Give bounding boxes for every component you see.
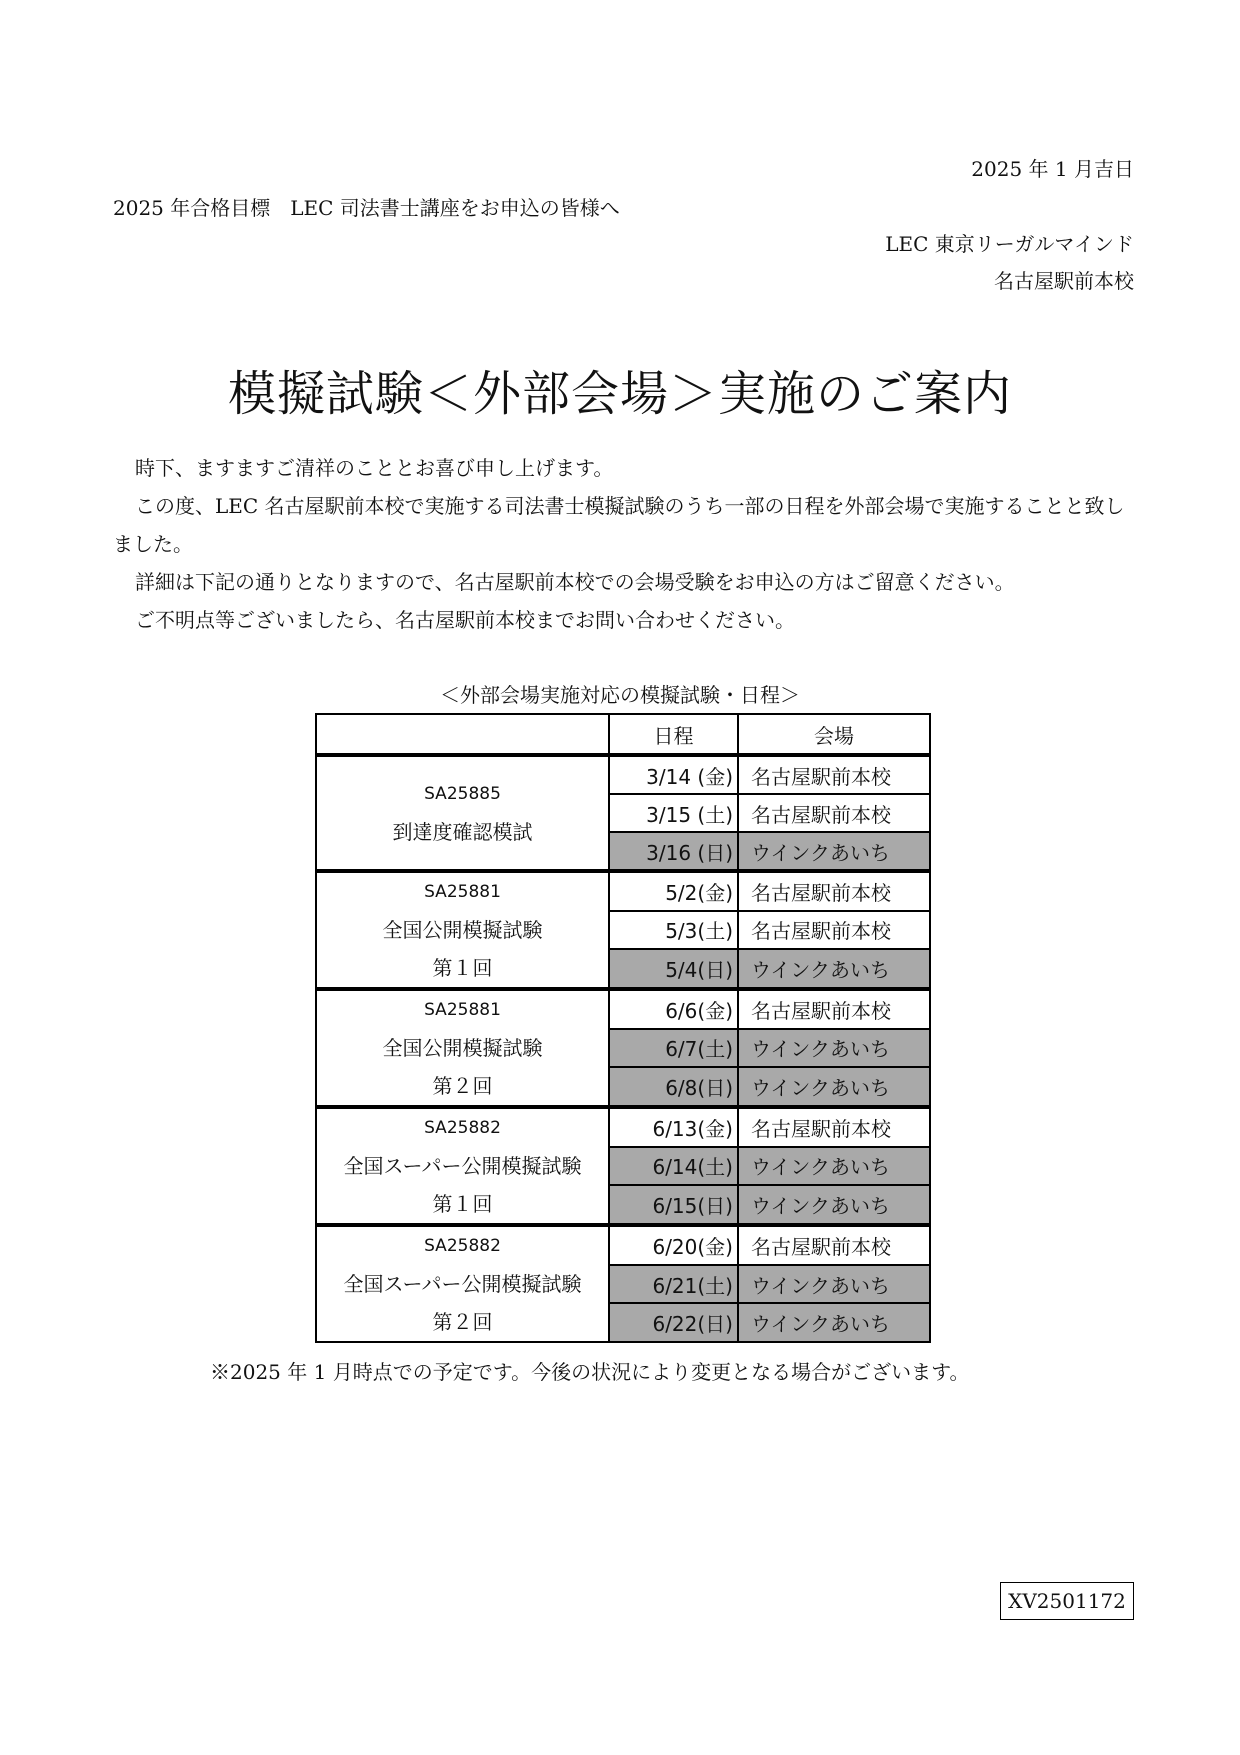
schedule-date-cell: 6/15(日)	[609, 1185, 738, 1225]
body-paragraph-greeting: 時下、ますますご清祥のこととお喜び申し上げます。	[135, 456, 614, 480]
schedule-venue-cell: ウインクあいち	[738, 1303, 930, 1342]
body-paragraph-contact: ご不明点等ございましたら、名古屋駅前本校までお問い合わせください。	[135, 608, 795, 632]
course-name: 全国スーパー公開模擬試験	[343, 1272, 582, 1296]
schedule-venue-cell: ウインクあいち	[738, 832, 930, 871]
sender-branch: 名古屋駅前本校	[994, 269, 1134, 293]
schedule-date-cell: 5/2(金)	[609, 871, 738, 911]
course-group	[316, 989, 930, 1107]
course-group	[316, 871, 930, 989]
table-row	[316, 1225, 930, 1265]
schedule-venue-cell: ウインクあいち	[738, 1185, 930, 1225]
issue-date: 2025 年 1 月吉日	[971, 157, 1134, 181]
schedule-date-cell: 6/20(金)	[609, 1225, 738, 1265]
table-header-row	[316, 714, 930, 755]
schedule-date-cell: 5/3(土)	[609, 911, 738, 950]
schedule-date-cell: 6/13(金)	[609, 1107, 738, 1147]
course-name: 全国公開模擬試験	[382, 918, 543, 942]
body-paragraph-announcement: この度、LEC 名古屋駅前本校で実施する司法書士模擬試験のうち一部の日程を外部会場で実施することと致しました。	[113, 494, 1125, 556]
course-code: SA25885	[424, 784, 501, 804]
schedule-date-cell: 3/15 (土)	[609, 794, 738, 832]
course-name: 到達度確認模試	[392, 820, 533, 844]
sender-organization: LEC 東京リーガルマインド	[885, 232, 1134, 256]
schedule-date-cell: 6/8(日)	[609, 1067, 738, 1107]
course-round: 第２回	[432, 1074, 493, 1098]
course-cell	[316, 1107, 609, 1225]
schedule-date-cell: 6/14(土)	[609, 1147, 738, 1186]
course-cell	[316, 871, 609, 989]
schedule-venue-cell: ウインクあいち	[738, 1147, 930, 1186]
course-name: 全国公開模擬試験	[382, 1036, 543, 1060]
schedule-venue-cell: ウインクあいち	[738, 1265, 930, 1304]
schedule-date-cell: 6/7(土)	[609, 1029, 738, 1068]
schedule-venue-cell: 名古屋駅前本校	[738, 1225, 930, 1265]
course-code: SA25881	[424, 882, 501, 902]
schedule-date-cell: 6/6(金)	[609, 989, 738, 1029]
schedule-note: ※2025 年 1 月時点での予定です。今後の状況により変更となる場合がございます。	[210, 1360, 970, 1384]
schedule-venue-cell: ウインクあいち	[738, 949, 930, 989]
course-code: SA25881	[424, 1000, 501, 1020]
schedule-venue-cell: 名古屋駅前本校	[738, 911, 930, 950]
table-caption: ＜外部会場実施対応の模擬試験・日程＞	[440, 683, 800, 707]
table-row	[316, 989, 930, 1029]
body-paragraph-details: 詳細は下記の通りとなりますので、名古屋駅前本校での会場受験をお申込の方はご留意ください。	[135, 570, 1015, 594]
course-cell	[316, 989, 609, 1107]
schedule-date-cell: 5/4(日)	[609, 949, 738, 989]
header-venue: 会場	[738, 714, 930, 755]
schedule-venue-cell: 名古屋駅前本校	[738, 989, 930, 1029]
course-round: 第１回	[432, 956, 493, 980]
schedule-table	[315, 713, 931, 1343]
course-group	[316, 1107, 930, 1225]
schedule-venue-cell: 名古屋駅前本校	[738, 755, 930, 794]
schedule-date-cell: 3/16 (日)	[609, 832, 738, 871]
header-course	[316, 714, 609, 755]
course-cell	[316, 1225, 609, 1342]
schedule-venue-cell: 名古屋駅前本校	[738, 794, 930, 832]
schedule-venue-cell: ウインクあいち	[738, 1029, 930, 1068]
course-code: SA25882	[424, 1118, 501, 1138]
document-code: XV2501172	[1000, 1582, 1134, 1620]
schedule-venue-cell: ウインクあいち	[738, 1067, 930, 1107]
page-title: 模擬試験＜外部会場＞実施のご案内	[227, 366, 1012, 422]
table-row	[316, 755, 930, 794]
schedule-date-cell: 6/21(土)	[609, 1265, 738, 1304]
course-group	[316, 1225, 930, 1342]
recipient-line: 2025 年合格目標 LEC 司法書士講座をお申込の皆様へ	[113, 196, 620, 220]
schedule-date-cell: 6/22(日)	[609, 1303, 738, 1342]
course-group	[316, 755, 930, 871]
table-row	[316, 1107, 930, 1147]
course-round: 第２回	[432, 1310, 493, 1334]
course-code: SA25882	[424, 1236, 501, 1256]
header-date: 日程	[609, 714, 738, 755]
schedule-venue-cell: 名古屋駅前本校	[738, 1107, 930, 1147]
course-round: 第１回	[432, 1192, 493, 1216]
course-cell	[316, 755, 609, 871]
schedule-date-cell: 3/14 (金)	[609, 755, 738, 794]
course-name: 全国スーパー公開模擬試験	[343, 1154, 582, 1178]
table-row	[316, 871, 930, 911]
schedule-venue-cell: 名古屋駅前本校	[738, 871, 930, 911]
